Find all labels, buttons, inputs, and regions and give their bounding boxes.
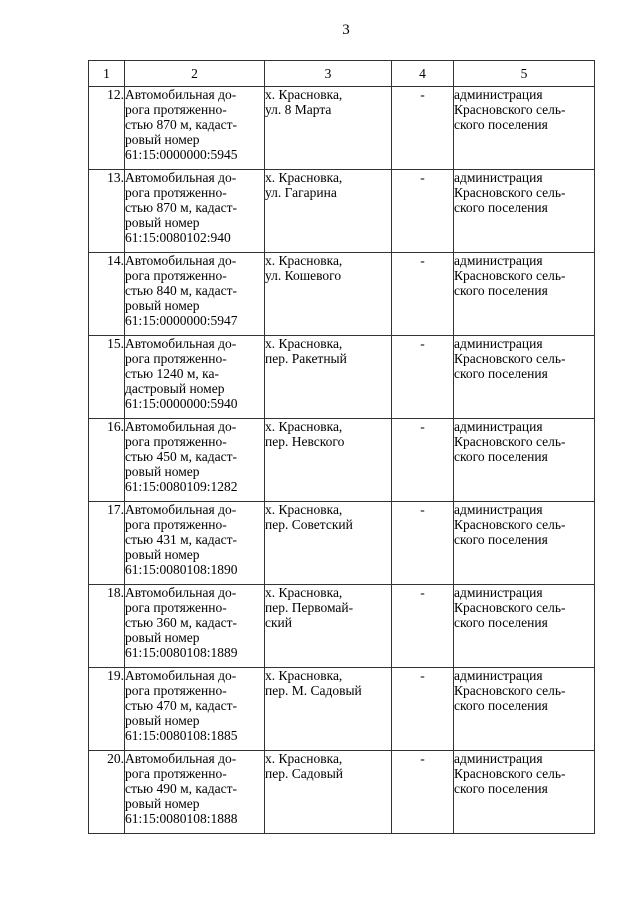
table-header-row: [89, 61, 595, 87]
table-row: [89, 502, 595, 585]
owner-line: администрация: [454, 502, 543, 517]
column-4-value: -: [392, 87, 454, 170]
object-address: [265, 336, 392, 419]
object-line: Автомобильная до-: [125, 170, 237, 185]
object-line: стью 490 м, кадаст-: [125, 781, 238, 796]
row-number: 15.: [89, 336, 125, 419]
object-line: стью 1240 м, ка-: [125, 366, 220, 381]
address-line: пер. Ракетный: [265, 351, 347, 366]
column-4-value: -: [392, 585, 454, 668]
object-line: стью 870 м, кадаст-: [125, 200, 238, 215]
address-line: пер. Садовый: [265, 766, 344, 781]
object-address: [265, 87, 392, 170]
column-header: 3: [265, 61, 392, 87]
page-number: 3: [342, 22, 350, 38]
owner-line: ского поселения: [454, 532, 548, 547]
object-description: [125, 751, 265, 834]
table-row: [89, 585, 595, 668]
object-description: [125, 87, 265, 170]
owner-line: ского поселения: [454, 698, 548, 713]
owner-line: администрация: [454, 336, 543, 351]
object-line: Автомобильная до-: [125, 87, 237, 102]
object-line: стью 450 м, кадаст-: [125, 449, 238, 464]
object-line: 61:15:0080109:1282: [125, 479, 238, 494]
object-line: 61:15:0080108:1890: [125, 562, 238, 577]
address-line: пер. Невского: [265, 434, 345, 449]
address-line: пер. Советский: [265, 517, 353, 532]
owner-line: Красновского сель-: [454, 351, 566, 366]
row-number: 13.: [89, 170, 125, 253]
owner-line: Красновского сель-: [454, 434, 566, 449]
object-line: стью 360 м, кадаст-: [125, 615, 238, 630]
owner: [454, 336, 595, 419]
address-line: пер. Первомай-: [265, 600, 354, 615]
object-line: рога протяженно-: [125, 185, 227, 200]
owner: [454, 585, 595, 668]
object-line: Автомобильная до-: [125, 502, 237, 517]
table-row: [89, 336, 595, 419]
column-4-value: -: [392, 668, 454, 751]
address-line: х. Красновка,: [265, 253, 343, 268]
registry-table: [88, 60, 595, 834]
owner: [454, 668, 595, 751]
object-address: [265, 668, 392, 751]
object-line: ровый номер: [125, 215, 200, 230]
table-row: [89, 751, 595, 834]
owner-line: ского поселения: [454, 366, 548, 381]
owner-line: ского поселения: [454, 283, 548, 298]
object-line: 61:15:0000000:5947: [125, 313, 238, 328]
address-line: х. Красновка,: [265, 585, 343, 600]
object-line: ровый номер: [125, 547, 200, 562]
column-header: 4: [392, 61, 454, 87]
object-description: [125, 170, 265, 253]
owner: [454, 87, 595, 170]
row-number: 16.: [89, 419, 125, 502]
address-line: х. Красновка,: [265, 668, 343, 683]
owner-line: администрация: [454, 87, 543, 102]
owner-line: администрация: [454, 751, 543, 766]
object-line: Автомобильная до-: [125, 668, 237, 683]
address-line: х. Красновка,: [265, 170, 343, 185]
object-line: рога протяженно-: [125, 102, 227, 117]
address-line: х. Красновка,: [265, 751, 343, 766]
object-line: 61:15:0080108:1888: [125, 811, 238, 826]
row-number: 17.: [89, 502, 125, 585]
owner-line: ского поселения: [454, 117, 548, 132]
object-line: ровый номер: [125, 464, 200, 479]
object-address: [265, 751, 392, 834]
object-description: [125, 253, 265, 336]
column-4-value: -: [392, 419, 454, 502]
object-line: 61:15:0080108:1889: [125, 645, 238, 660]
owner-line: ского поселения: [454, 781, 548, 796]
owner-line: Красновского сель-: [454, 600, 566, 615]
row-number: 14.: [89, 253, 125, 336]
object-description: [125, 502, 265, 585]
column-4-value: -: [392, 502, 454, 585]
owner: [454, 170, 595, 253]
object-line: Автомобильная до-: [125, 585, 237, 600]
address-line: х. Красновка,: [265, 87, 343, 102]
object-line: ровый номер: [125, 630, 200, 645]
owner-line: Красновского сель-: [454, 185, 566, 200]
owner-line: администрация: [454, 419, 543, 434]
column-header: 2: [125, 61, 265, 87]
object-line: стью 470 м, кадаст-: [125, 698, 238, 713]
object-line: ровый номер: [125, 298, 200, 313]
table-row: [89, 170, 595, 253]
owner-line: администрация: [454, 253, 543, 268]
object-line: ровый номер: [125, 713, 200, 728]
object-line: Автомобильная до-: [125, 253, 237, 268]
object-line: стью 840 м, кадаст-: [125, 283, 238, 298]
row-number: 12.: [89, 87, 125, 170]
column-4-value: -: [392, 253, 454, 336]
object-line: ровый номер: [125, 132, 200, 147]
object-line: рога протяженно-: [125, 766, 227, 781]
column-header: 5: [454, 61, 595, 87]
address-line: ский: [265, 615, 292, 630]
object-line: стью 431 м, кадаст-: [125, 532, 238, 547]
object-line: 61:15:0080108:1885: [125, 728, 238, 743]
object-description: [125, 668, 265, 751]
row-number: 20.: [89, 751, 125, 834]
owner-line: Красновского сель-: [454, 268, 566, 283]
object-description: [125, 336, 265, 419]
object-line: рога протяженно-: [125, 517, 227, 532]
object-description: [125, 585, 265, 668]
owner-line: Красновского сель-: [454, 517, 566, 532]
owner: [454, 419, 595, 502]
address-line: х. Красновка,: [265, 336, 343, 351]
column-header: 1: [89, 61, 125, 87]
object-line: стью 870 м, кадаст-: [125, 117, 238, 132]
object-line: дастровый номер: [125, 381, 225, 396]
table-row: [89, 87, 595, 170]
object-address: [265, 170, 392, 253]
object-line: Автомобильная до-: [125, 336, 237, 351]
owner-line: Красновского сель-: [454, 683, 566, 698]
address-line: пер. М. Садовый: [265, 683, 362, 698]
address-line: ул. 8 Марта: [265, 102, 332, 117]
column-4-value: -: [392, 336, 454, 419]
owner-line: администрация: [454, 585, 543, 600]
row-number: 19.: [89, 668, 125, 751]
table-row: [89, 253, 595, 336]
owner-line: ского поселения: [454, 615, 548, 630]
object-address: [265, 253, 392, 336]
object-address: [265, 502, 392, 585]
object-line: 61:15:0000000:5945: [125, 147, 238, 162]
row-number: 18.: [89, 585, 125, 668]
object-line: ровый номер: [125, 796, 200, 811]
object-line: рога протяженно-: [125, 434, 227, 449]
address-line: ул. Кошевого: [265, 268, 342, 283]
owner: [454, 751, 595, 834]
column-4-value: -: [392, 751, 454, 834]
object-line: рога протяженно-: [125, 600, 227, 615]
owner: [454, 253, 595, 336]
object-address: [265, 585, 392, 668]
owner: [454, 502, 595, 585]
address-line: х. Красновка,: [265, 502, 343, 517]
object-line: Автомобильная до-: [125, 419, 237, 434]
owner-line: администрация: [454, 668, 543, 683]
owner-line: ского поселения: [454, 200, 548, 215]
table-row: [89, 668, 595, 751]
object-line: 61:15:0000000:5940: [125, 396, 238, 411]
object-line: рога протяженно-: [125, 268, 227, 283]
object-line: Автомобильная до-: [125, 751, 237, 766]
owner-line: Красновского сель-: [454, 102, 566, 117]
owner-line: ского поселения: [454, 449, 548, 464]
address-line: ул. Гагарина: [265, 185, 337, 200]
object-description: [125, 419, 265, 502]
column-4-value: -: [392, 170, 454, 253]
object-line: 61:15:0080102:940: [125, 230, 231, 245]
object-line: рога протяженно-: [125, 351, 227, 366]
table-row: [89, 419, 595, 502]
owner-line: Красновского сель-: [454, 766, 566, 781]
object-line: рога протяженно-: [125, 683, 227, 698]
address-line: х. Красновка,: [265, 419, 343, 434]
owner-line: администрация: [454, 170, 543, 185]
object-address: [265, 419, 392, 502]
